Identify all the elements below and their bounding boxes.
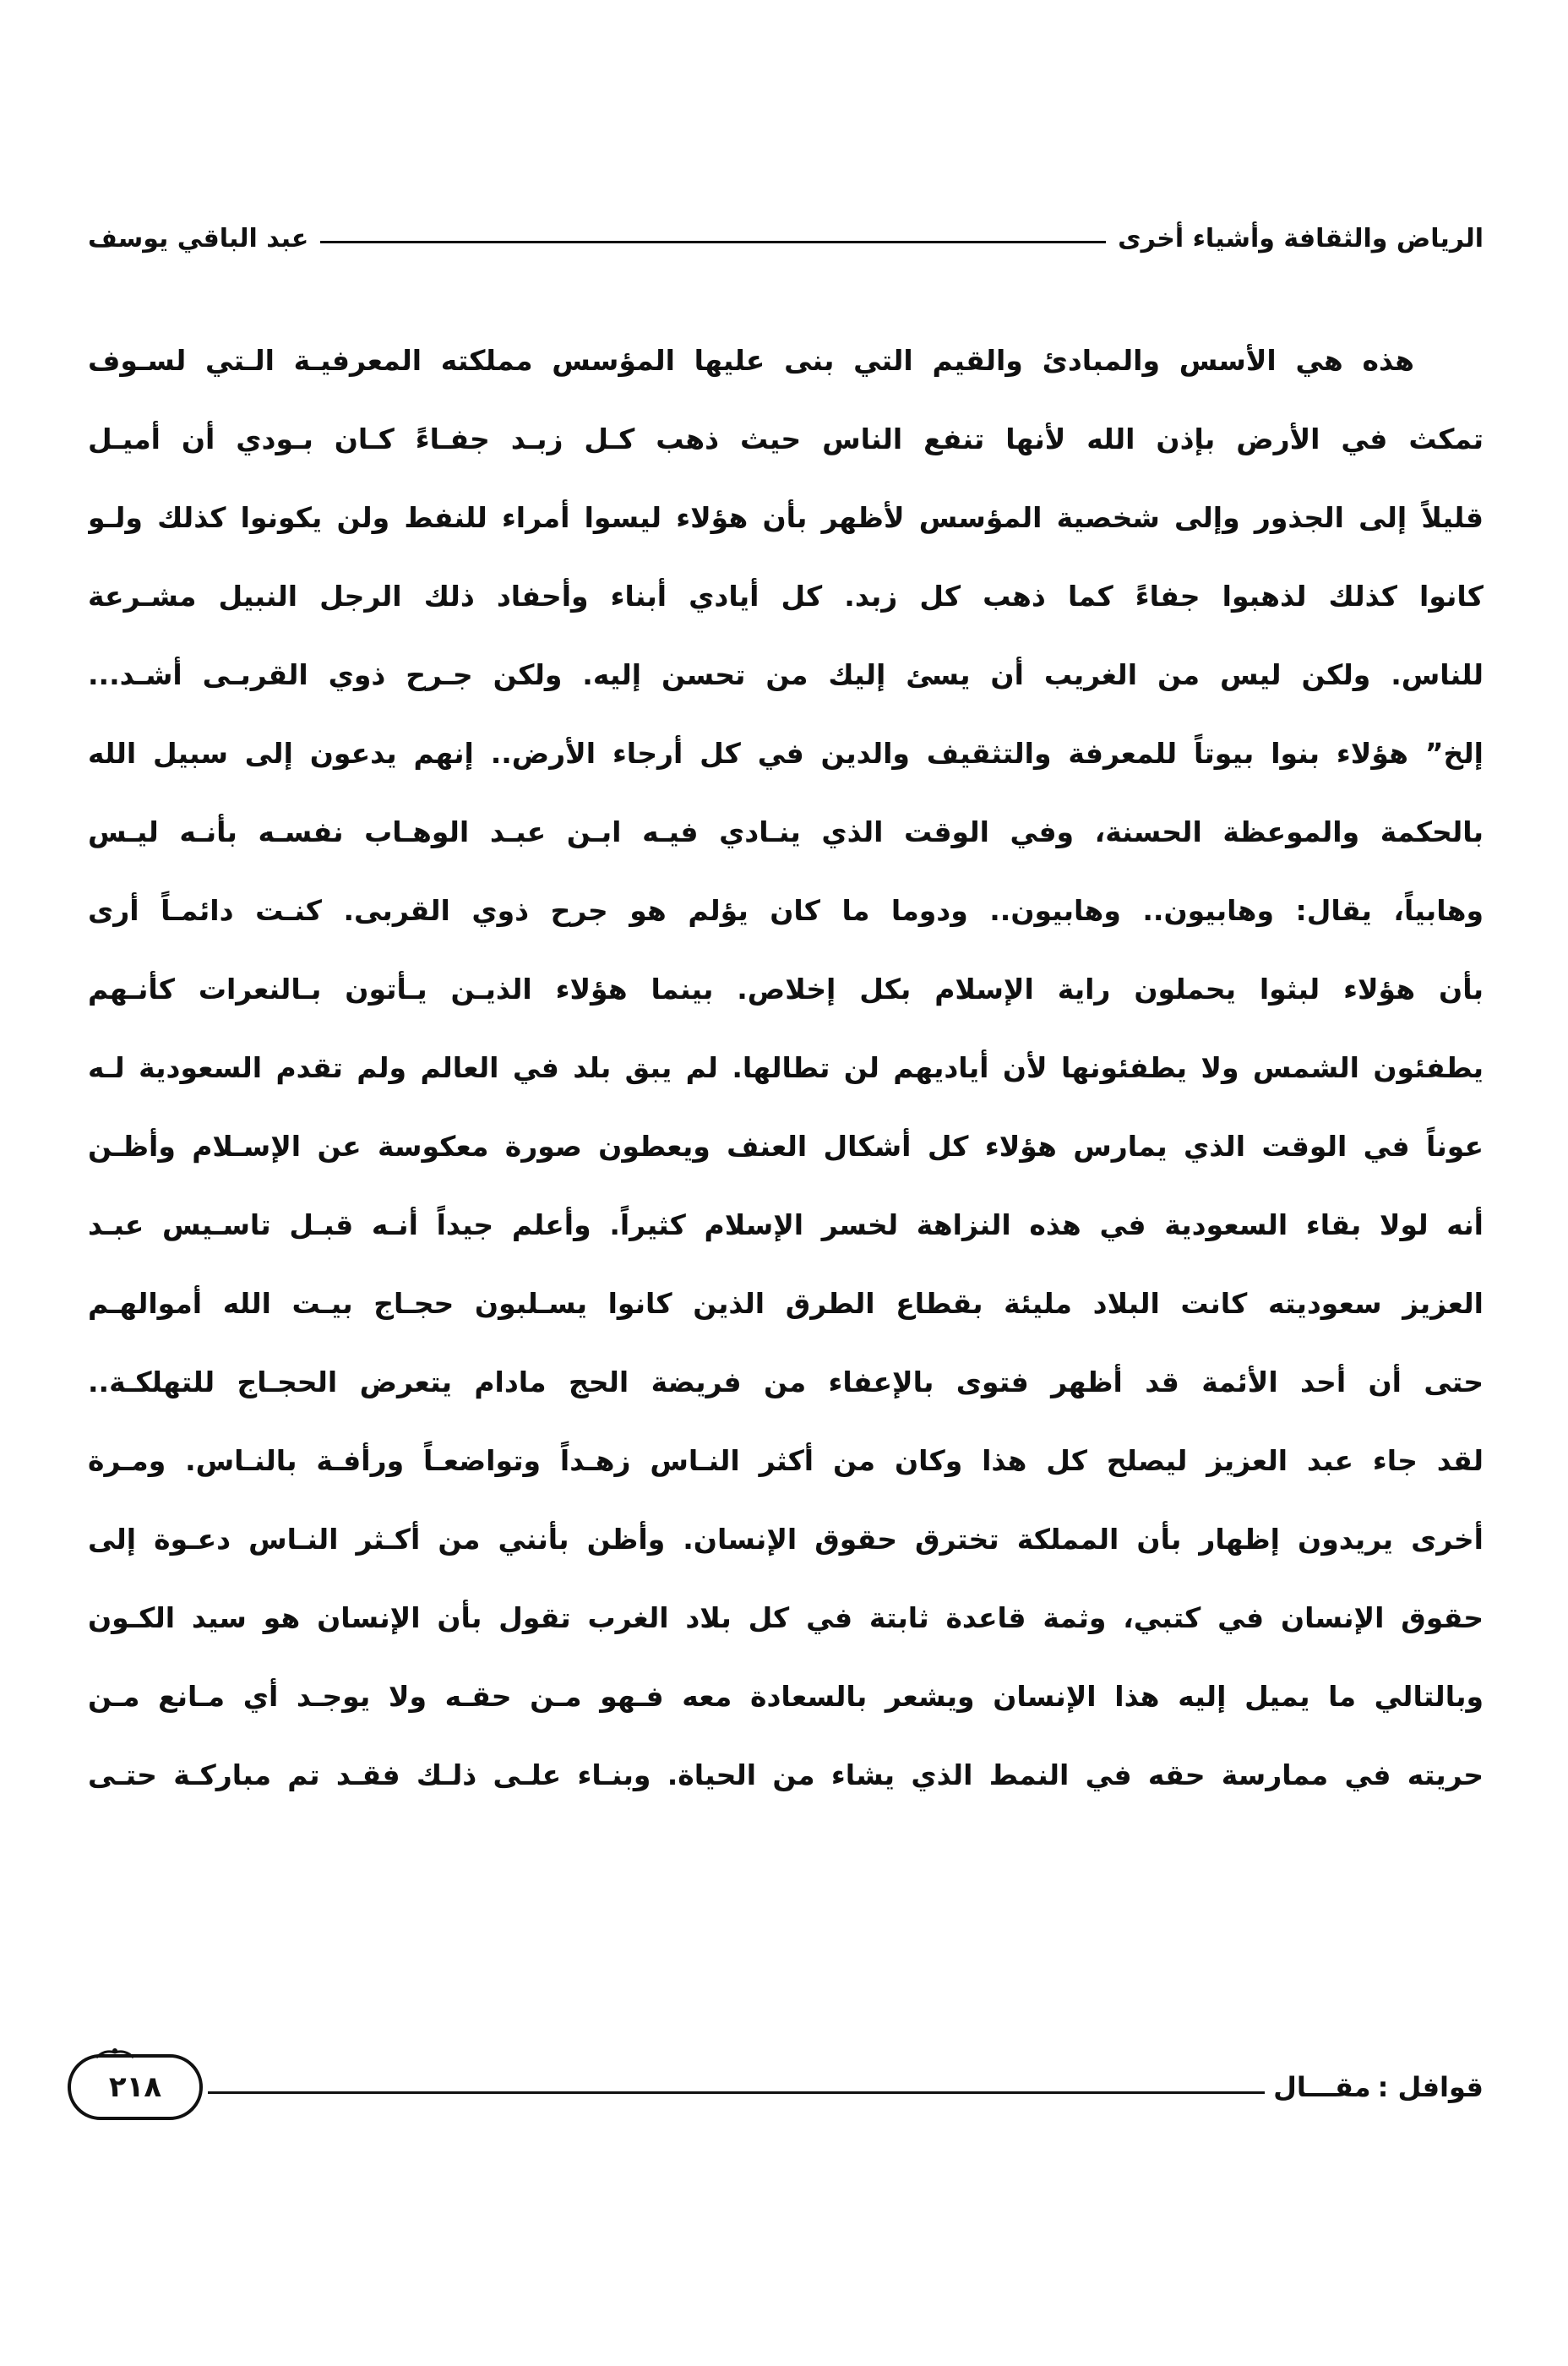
text-line: العزيز سعوديته كانت البلاد مليئة بقطاع الطرق الذين كانوا يسـلبون حجـاج بيـت الله أموالهـم — [88, 1287, 1484, 1320]
text-line: وبالتالي ما يميل إليه هذا الإنسان ويشعر بالسعادة معه فـهو مـن حقـه ولا يوجـد أي مـانع مـن — [88, 1680, 1484, 1713]
text-line: يطفئون الشمس ولا يطفئونها لأن أياديهم لن تطالها. لم يبق بلد في العالم ولم تقدم السعودية لـه — [88, 1051, 1484, 1084]
page-number: ٢١٨ — [108, 2070, 162, 2104]
text-line: بالحكمة والموعظة الحسنة، وفي الوقت الذي ينـادي فيـه ابـن عبـد الوهـاب نفسـه بأنـه ليـس — [88, 815, 1484, 848]
section-name: مقـــال — [1273, 2071, 1371, 2103]
text-line: تمكث في الأرض بإذن الله لأنها تنفع الناس حيث ذهب كـل زبـد جفـاءً كـان بـودي أن أميـل — [88, 422, 1484, 455]
text-line: بأن هؤلاء لبثوا يحملون راية الإسلام بكل إخلاص. بينما هؤلاء الذيـن يـأتون بـالنعرات كأنـهم — [88, 973, 1484, 1006]
text-line: إلخ” هؤلاء بنوا بيوتاً للمعرفة والتثقيف والدين في كل أرجاء الأرض.. إنهم يدعون إلى سبيل الله — [88, 737, 1484, 770]
text-line: هذه هي الأسس والمبادئ والقيم التي بنى عليها المؤسس مملكته المعرفيـة الـتي لسـوف — [88, 344, 1414, 377]
author-name: عبد الباقي يوسف — [88, 223, 309, 254]
header-rule — [320, 241, 1106, 243]
text-line: قليلاً إلى الجذور وإلى شخصية المؤسس لأظهر بأن هؤلاء ليسوا أمراء للنفط ولن يكونوا كذلك ولـو — [88, 501, 1484, 534]
running-header — [88, 213, 1484, 264]
text-line: حتى أن أحد الأئمة قد أظهر فتوى بالإعفاء من فريضة الحج مادام يتعرض الحجـاج للتهلكـة.. — [88, 1366, 1484, 1398]
text-line: كانوا كذلك لذهبوا جفاءً كما ذهب كل زبد. كل أيادي أبناء وأحفاد ذلك الرجل النبيل مشـرعة — [88, 580, 1484, 613]
text-line: حريته في ممارسة حقه في النمط الذي يشاء من الحياة. وبنـاء علـى ذلـك فقـد تم مباركـة حتـى — [88, 1758, 1484, 1791]
text-line: أنه لولا بقاء السعودية في هذه النزاهة لخسر الإسلام كثيراً. وأعلم جيداً أنـه قبـل تاسـيس عبـد — [88, 1208, 1484, 1241]
book-title: الرياض والثقافة وأشياء أخرى — [1118, 223, 1484, 254]
text-line: أخرى يريدون إظهار بأن المملكة تخترق حقوق الإنسان. وأظن بأنني من أكـثر النـاس دعـوة إلى — [88, 1523, 1484, 1556]
section-label: قوافل : — [1377, 2071, 1484, 2103]
page-number-badge — [68, 2054, 203, 2120]
text-line: حقوق الإنسان في كتبي، وثمة قاعدة ثابتة في كل بلاد الغرب تقول بأن الإنسان هو سيد الكـون — [88, 1601, 1484, 1634]
text-line: للناس. ولكن ليس من الغريب أن يسئ إليك من تحسن إليه. ولكن جـرح ذوي القربـى أشـد... — [88, 658, 1484, 691]
ornament-icon — [95, 2047, 135, 2059]
text-line: وهابياً، يقال: وهابيون.. وهابيون.. ودوما ما كان يؤلم هو جرح ذوي القربى. كنـت دائمـاً أرى — [88, 894, 1484, 927]
body-text — [88, 321, 1484, 1814]
text-line: عوناً في الوقت الذي يمارس هؤلاء كل أشكال العنف ويعطون صورة معكوسة عن الإسـلام وأظـن — [88, 1130, 1484, 1163]
page-footer — [68, 2049, 1484, 2125]
footer-rule — [208, 2091, 1265, 2094]
text-line: لقد جاء عبد العزيز ليصلح كل هذا وكان من أكثر النـاس زهـداً وتواضعـاً ورأفـة بالنـاس. ومـرة — [88, 1444, 1484, 1477]
